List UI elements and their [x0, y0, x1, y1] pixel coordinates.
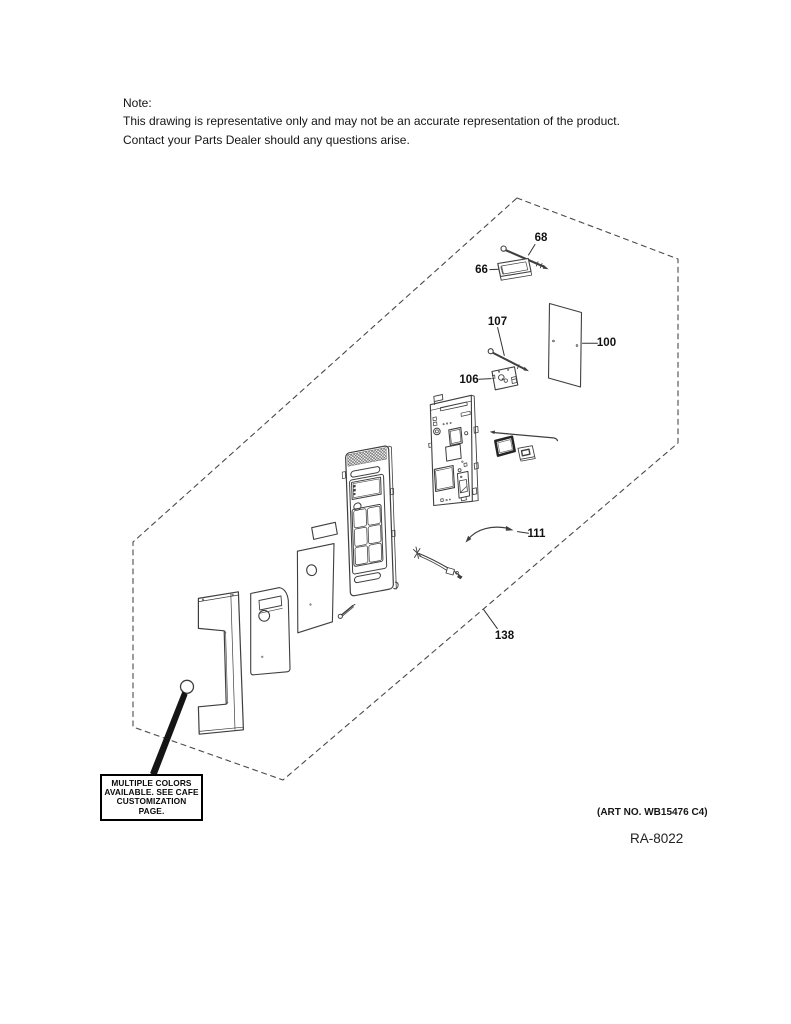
small-dark-bezel — [495, 437, 514, 456]
color-label-line-2: AVAILABLE. SEE CAFE — [104, 786, 199, 797]
callout-111: 111 — [527, 527, 546, 540]
callout-106: 106 — [459, 373, 479, 386]
small-pin — [338, 604, 355, 618]
door-handle — [198, 592, 243, 734]
art-number: (ART NO. WB15476 C4) — [597, 807, 708, 818]
note-heading: Note: — [123, 96, 152, 110]
control-panel-assembly — [342, 445, 399, 599]
callout-100: 100 — [596, 337, 617, 349]
note-line-2: Contact your Parts Dealer should any questions arise. — [123, 132, 410, 147]
note-block — [123, 94, 620, 149]
callout-66: 66 — [475, 264, 488, 276]
leader-107 — [498, 328, 505, 356]
customization-button — [150, 680, 193, 777]
small-window-plate — [518, 446, 535, 461]
callout-138: 138 — [494, 629, 515, 642]
label-plate — [312, 522, 338, 539]
color-label-line-1: MULTIPLE COLORS — [111, 777, 192, 788]
part-111-curved-wire — [466, 526, 514, 543]
part-100-glass-panel — [549, 304, 582, 388]
label-pointer-wedge — [150, 691, 188, 777]
color-label-line-3: CUSTOMIZATION PAGE. — [116, 796, 187, 816]
leader-68 — [529, 245, 536, 256]
part-106-board — [492, 367, 518, 390]
callout-107: 107 — [487, 315, 508, 328]
color-availability-label — [100, 774, 203, 821]
inner-panel-slot — [251, 588, 290, 675]
dashed-boundary-outline — [133, 198, 678, 780]
door-frame — [429, 395, 479, 506]
wire-harness — [414, 547, 463, 579]
note-line-1: This drawing is representative only and may not be an accurate representation of the product. — [123, 114, 620, 129]
callout-68: 68 — [534, 232, 548, 244]
leader-106 — [479, 379, 491, 380]
drawing-number: RA-8022 — [630, 831, 684, 846]
inner-panel-circle — [297, 544, 334, 633]
leader-138 — [484, 610, 498, 629]
part-66-bracket — [498, 259, 532, 281]
